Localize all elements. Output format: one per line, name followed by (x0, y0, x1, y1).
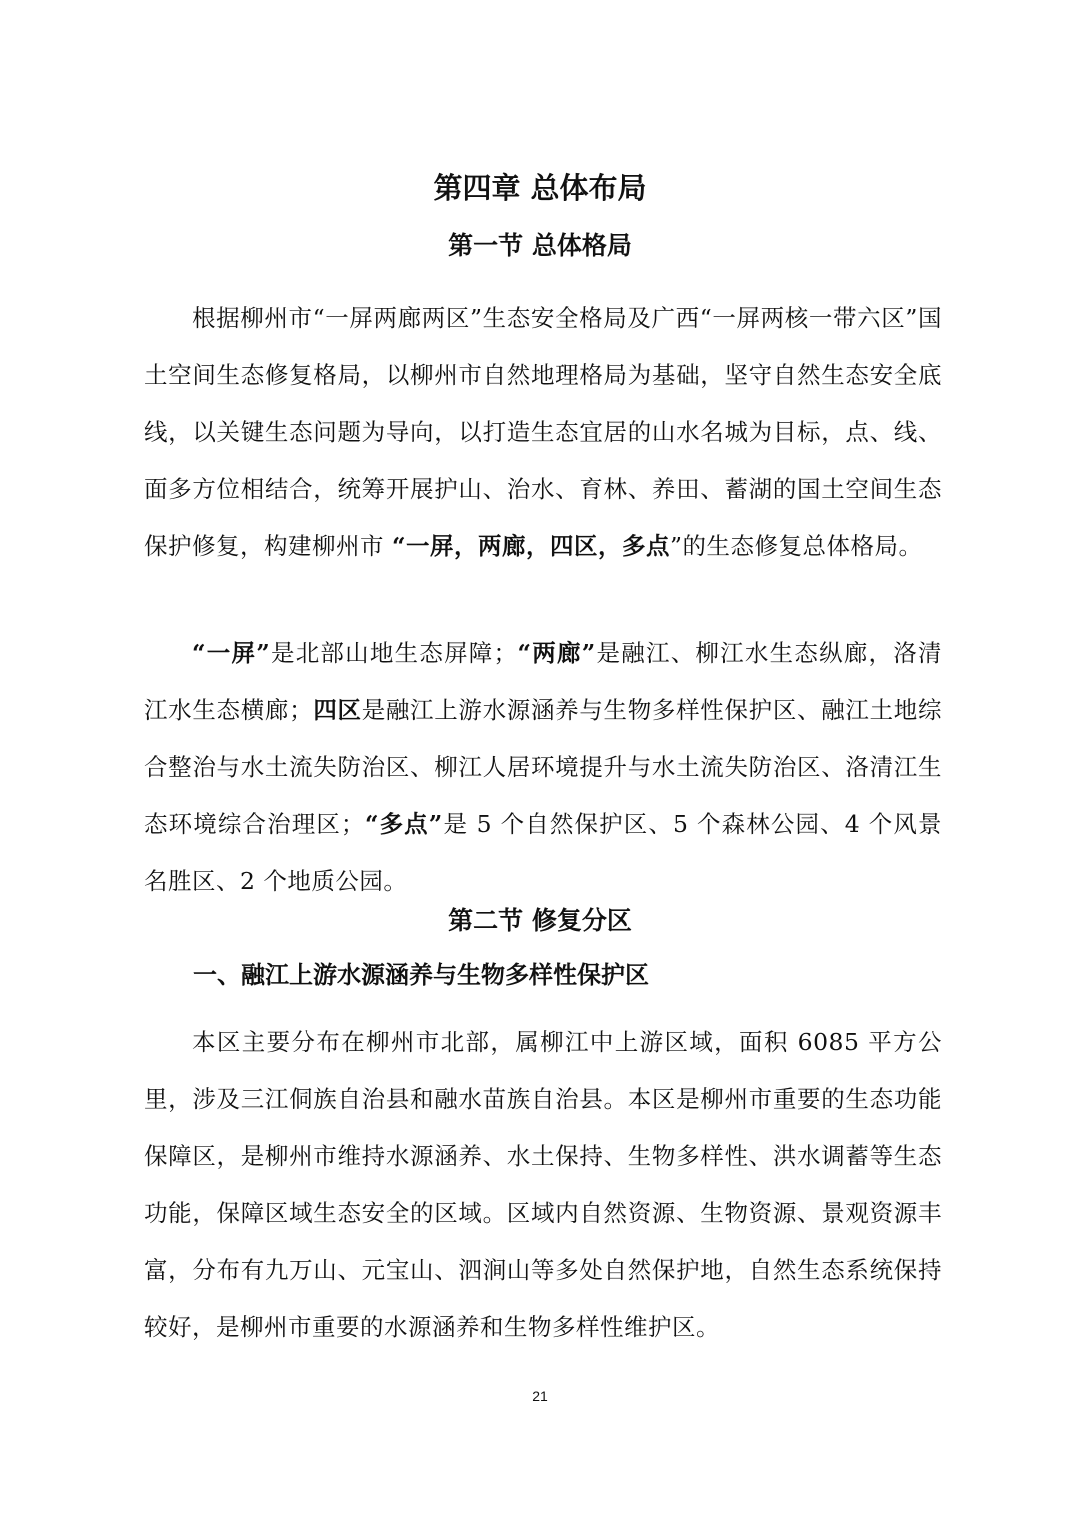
subsection-title-1: 一、融江上游水源涵养与生物多样性保护区 (193, 961, 649, 989)
chapter-title: 第四章 总体布局 (433, 171, 647, 205)
paragraph-text: 是 5 个自然保护区、5 个森林公园、4 个风景名胜区、2 个地质公园。 (144, 810, 943, 895)
paragraph-overall-layout (144, 290, 942, 575)
paragraph-bold-text: “两廊” (517, 639, 596, 667)
paragraph-text: ”的生态修复总体格局。 (670, 532, 923, 560)
paragraph-bold-text: “一屏” (192, 639, 271, 667)
section-title-2: 第二节 修复分区 (448, 906, 632, 935)
paragraph-text: 是融江上游水源涵养与生物多样性保护区、融江土地综合整治与水土流失防治区、柳江人居环境提升与水土流失防治区、洛清江生态环境综合治理区； (144, 696, 942, 838)
paragraph-subsection-1: 本区主要分布在柳州市北部，属柳江中上游区域，面积 6085 平方公里，涉及三江侗族自治县和融水苗族自治县。本区是柳州市重要的生态功能保障区，是柳州市维持水源涵养、水土保持、生物多样性、洪水调蓄等生态功能，保障区域生态安全的区域。区域内自然资源、生物资源、景观资源丰富，分布有九万山、元宝山、泗涧山等多处自然保护地，自然生态系统保持较好，是柳州市重要的水源涵养和生物多样性维护区。 (144, 1028, 942, 1341)
paragraph-bold-text: “多点” (364, 810, 443, 838)
paragraph-text: 是北部山地生态屏障； (270, 639, 518, 667)
page-number: 21 (532, 1388, 548, 1404)
paragraph-layout-explanation (144, 625, 942, 910)
paragraph-text: 根据柳州市“一屏两廊两区”生态安全格局及广西“一屏两核一带六区”国土空间生态修复格局，以柳州市自然地理格局为基础，坚守自然生态安全底线，以关键生态问题为导向，以打造生态宜居的山水名城为目标，点、线、面多方位相结合，统筹开展护山、治水、育林、养田、蓄湖的国土空间生态保护修复，构建柳州市 (144, 304, 942, 560)
paragraph-text: 是融江、柳江水生态纵廊，洛清江水生态横廊； (144, 639, 943, 724)
paragraph-bold-text: “一屏，两廊，四区，多点 (391, 532, 671, 560)
section-title-1: 第一节 总体格局 (448, 231, 632, 260)
paragraph-bold-text: 四区 (313, 696, 362, 724)
